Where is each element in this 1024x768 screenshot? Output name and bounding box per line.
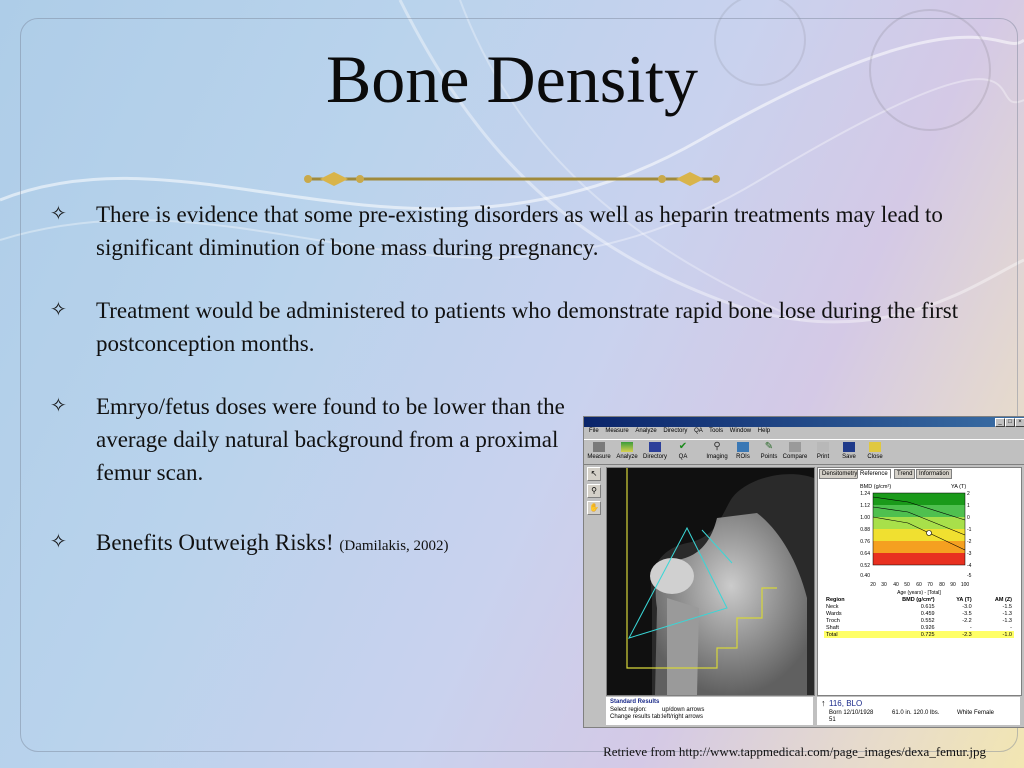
tool-imaging-button[interactable]: ⚲ Imaging (706, 441, 728, 460)
patient-age: 51 (829, 717, 836, 723)
svg-text:-1: -1 (967, 527, 972, 533)
svg-text:20: 20 (870, 582, 876, 588)
results-line1-label: Select region: (610, 707, 647, 713)
patient-born: Born 12/10/1928 (829, 710, 874, 716)
table-row[interactable]: Troch 0.552 -2.2 -1.3 (826, 617, 1012, 624)
svg-text:70: 70 (927, 582, 933, 588)
svg-text:-4: -4 (967, 563, 972, 569)
tool-points-button[interactable]: ✎ Points (760, 441, 778, 460)
svg-text:1.24: 1.24 (860, 491, 870, 497)
svg-text:30: 30 (881, 582, 887, 588)
svg-text:-2: -2 (967, 539, 972, 545)
standard-results-heading: Standard Results (610, 699, 660, 705)
left-tool-palette (587, 467, 603, 527)
svg-text:1.12: 1.12 (860, 503, 870, 509)
menu-qa[interactable]: QA (694, 428, 703, 434)
minimize-icon[interactable]: _ (995, 418, 1005, 427)
results-line2-label: Change results tab: (610, 714, 663, 720)
bullet-1 (50, 198, 996, 264)
table-row[interactable]: Shaft 0.926 - - (826, 624, 1012, 631)
bullet-3 (50, 390, 582, 489)
svg-text:100: 100 (960, 582, 970, 588)
table-row-selected[interactable]: Total 0.725 -2.3 -1.0 (826, 631, 1012, 638)
svg-text:50: 50 (904, 582, 910, 588)
slide-title: Bone Density (325, 41, 699, 117)
results-line2-value: left/right arrows (662, 714, 704, 720)
y-left-axis-title: BMD (g/cm²) (860, 484, 892, 490)
menu-measure[interactable]: Measure (605, 428, 629, 434)
checkmark-icon: ✔ (678, 441, 688, 452)
hand-pan-icon[interactable]: ✋ (587, 501, 601, 515)
tool-print-button[interactable]: Print (810, 442, 836, 460)
svg-text:1.00: 1.00 (860, 515, 870, 521)
image-source-credit: Retrieve from http://www.tappmedical.com/page_images/dexa_femur.jpg (603, 744, 986, 759)
tool-analyze-button[interactable]: Analyze (614, 442, 640, 460)
title-divider-ornament (300, 168, 724, 190)
window-titlebar (584, 417, 1024, 427)
y-right-axis-title: YA (T) (951, 484, 967, 490)
door-close-icon (869, 442, 881, 452)
analyze-icon (621, 442, 633, 452)
tab-information[interactable]: Information (916, 469, 952, 479)
bmd-results-table (824, 596, 1014, 638)
tool-directory-button[interactable]: Directory (642, 442, 668, 460)
patient-desc: White Female (957, 710, 995, 716)
svg-text:0.40: 0.40 (860, 573, 870, 579)
svg-text:0.76: 0.76 (860, 539, 870, 545)
close-icon[interactable]: × (1015, 418, 1024, 427)
svg-text:-5: -5 (967, 573, 972, 579)
menu-analyze[interactable]: Analyze (635, 428, 657, 434)
bullet-star-icon: ✧ (50, 531, 67, 553)
bullet-star-icon: ✧ (50, 203, 67, 225)
dexa-screenshot-window (583, 416, 1024, 728)
tool-compare-button[interactable]: Compare (782, 442, 808, 460)
svg-text:80: 80 (939, 582, 945, 588)
bullet-1-text: There is evidence that some pre-existing disorders as well as heparin treatments may lead to significant diminution of bone mass during pregnancy. (96, 202, 943, 260)
menu-window[interactable]: Window (729, 428, 752, 434)
bullet-star-icon: ✧ (50, 299, 67, 321)
pointer-arrow-icon[interactable]: ↖ (587, 467, 601, 481)
menu-tools[interactable]: Tools (709, 428, 724, 434)
menu-help[interactable]: Help (757, 428, 771, 434)
directory-icon (649, 442, 661, 452)
svg-text:60: 60 (916, 582, 922, 588)
table-row[interactable]: Wards 0.459 -3.5 -1.3 (826, 610, 1012, 617)
menu-file[interactable]: File (589, 428, 599, 434)
bullet-2-text: Treatment would be administered to patients who demonstrate rapid bone lose during the first postconception months. (96, 298, 959, 356)
patient-id: 116, BLO (829, 699, 863, 708)
femur-scan-image (606, 467, 815, 696)
table-header-row: Region BMD (g/cm²) YA (T) AM (Z) (826, 596, 1012, 603)
maximize-icon[interactable]: □ (1005, 418, 1015, 427)
printer-icon (817, 442, 829, 452)
magnifier-icon: ⚲ (713, 441, 721, 452)
tab-reference[interactable]: Reference (857, 469, 891, 479)
bullet-4-text: Benefits Outweigh Risks! (96, 530, 334, 555)
bullet-star-icon: ✧ (50, 395, 67, 417)
tab-densitometry[interactable]: Densitometry (819, 469, 860, 479)
floppy-disk-icon (843, 442, 855, 452)
bullet-2 (50, 294, 996, 360)
tool-measure-button[interactable]: Measure (586, 442, 612, 460)
up-arrow-icon: ↑ (821, 698, 826, 708)
bullet-3-text: Emryo/fetus doses were found to be lower than the average daily natural background from a proximal femur scan. (96, 394, 565, 485)
tool-rois-button[interactable]: ROIs (730, 442, 756, 460)
tool-close-button[interactable]: Close (862, 442, 888, 460)
toolbar (584, 439, 1024, 465)
pencil-icon: ✎ (764, 441, 774, 452)
svg-text:-3: -3 (967, 551, 972, 557)
svg-text:0: 0 (967, 515, 970, 521)
measure-icon (593, 442, 605, 452)
tool-qa-button[interactable]: ✔ QA (678, 441, 688, 460)
svg-text:0.88: 0.88 (860, 527, 870, 533)
results-line1-value: up/down arrows (662, 707, 705, 713)
svg-text:1: 1 (967, 503, 970, 509)
menu-bar (584, 428, 1024, 437)
results-panel (817, 467, 1022, 696)
tool-save-button[interactable]: Save (836, 442, 862, 460)
compare-icon (789, 442, 801, 452)
svg-text:40: 40 (893, 582, 899, 588)
svg-text:2: 2 (967, 491, 970, 497)
zoom-icon[interactable]: ⚲ (587, 484, 601, 498)
table-row[interactable]: Neck 0.615 -3.0 -1.5 (826, 603, 1012, 610)
rois-icon (737, 442, 749, 452)
tab-trend[interactable]: Trend (894, 469, 915, 479)
patient-size: 61.0 in. 120.0 lbs. (892, 710, 940, 716)
menu-directory[interactable]: Directory (663, 428, 688, 434)
svg-text:0.52: 0.52 (860, 563, 870, 569)
patient-info-box (817, 697, 1020, 725)
bullet-4-citation: (Damilakis, 2002) (339, 538, 449, 554)
reference-curve-chart (818, 480, 1021, 604)
svg-text:0.64: 0.64 (860, 551, 870, 557)
svg-text:90: 90 (950, 582, 956, 588)
x-axis-title: Age (years) - [Total] (897, 590, 941, 596)
bullet-4 (50, 526, 576, 563)
standard-results-box (606, 697, 813, 725)
